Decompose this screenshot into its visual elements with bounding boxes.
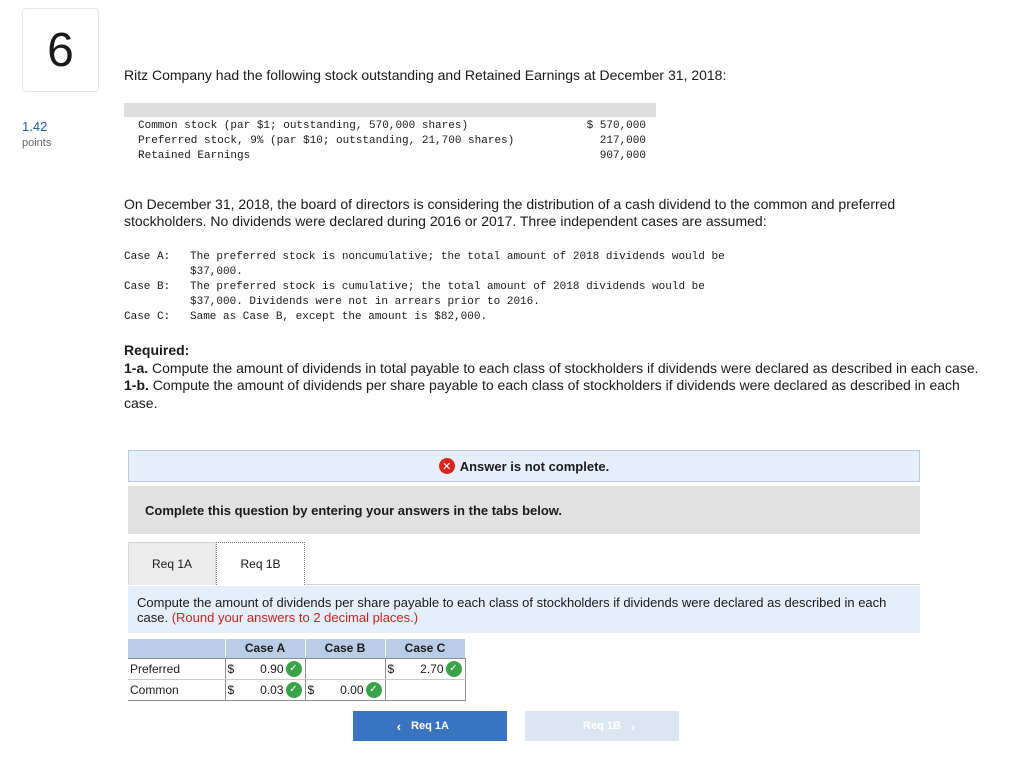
common-case-c-input[interactable] xyxy=(385,679,465,700)
preferred-case-b-input[interactable] xyxy=(305,658,385,679)
case-text: The preferred stock is noncumulative; the total amount of 2018 dividends would be $37,000. xyxy=(190,251,725,278)
case-label: Case C: xyxy=(124,311,171,323)
table-row-preferred xyxy=(128,658,465,679)
points-label: points xyxy=(22,137,52,149)
answer-table xyxy=(128,639,466,701)
stock-row-common xyxy=(124,119,656,134)
stock-row-retained xyxy=(124,149,656,164)
check-circle-icon: ✓ xyxy=(286,661,302,677)
x-circle-icon: ✕ xyxy=(439,458,455,474)
common-case-b-input[interactable] xyxy=(305,679,385,700)
required-tag: 1-b. xyxy=(124,377,149,393)
case-label: Case B: xyxy=(124,281,171,293)
check-circle-icon: ✓ xyxy=(366,682,382,698)
stock-row-preferred xyxy=(124,134,656,149)
required-heading: Required: xyxy=(124,342,190,358)
case-text: The preferred stock is cumulative; the total amount of 2018 dividends would be $37,000. Dividends were not in arrears prior to 2016. xyxy=(190,281,705,308)
cell-value: 0.90 xyxy=(260,661,284,676)
table-row-common xyxy=(128,679,465,700)
tab-bar xyxy=(128,542,305,585)
dollar-sign: $ xyxy=(227,661,235,676)
answer-status-banner xyxy=(128,450,920,482)
answer-table-header xyxy=(128,639,465,658)
prev-tab-label: Req 1A xyxy=(411,720,449,732)
stock-row-label: Common stock (par $1; outstanding, 570,000 shares) xyxy=(138,120,469,132)
preferred-case-a-input[interactable] xyxy=(225,658,305,679)
stock-row-value: $ 570,000 xyxy=(586,120,646,132)
case-text: Same as Case B, except the amount is $82,000. xyxy=(190,311,488,323)
tab-divider xyxy=(306,584,920,585)
required-item-1b xyxy=(124,377,994,412)
scenario-paragraph: On December 31, 2018, the board of directors is considering the distribution of a cash dividend to the common and preferred stockholders. No dividends were declared during 2016 or 2017. Three independent cases are assumed: xyxy=(124,196,896,229)
next-tab-button[interactable] xyxy=(525,711,679,741)
stock-row-value: 217,000 xyxy=(599,135,646,147)
header-case-a: Case A xyxy=(225,639,305,658)
cell-value: 2.70 xyxy=(420,661,444,676)
tab-req-1b[interactable]: Req 1B xyxy=(216,542,305,585)
instruction-text: Complete this question by entering your answers in the tabs below. xyxy=(145,502,563,518)
cell-value: 0.00 xyxy=(340,682,364,697)
check-circle-icon: ✓ xyxy=(446,661,462,677)
chevron-left-icon: ‹ xyxy=(396,718,402,734)
compute-instructions xyxy=(128,586,920,633)
required-text: Compute the amount of dividends per share payable to each class of stockholders if dividends were declared as described in each case. xyxy=(124,377,960,411)
next-tab-label: Req 1B xyxy=(583,720,621,732)
row-label: Common xyxy=(128,679,225,700)
header-blank xyxy=(128,639,225,658)
stock-table xyxy=(124,103,656,164)
stock-table-header xyxy=(124,103,656,117)
instruction-box xyxy=(128,486,920,534)
case-label: Case A: xyxy=(124,251,171,263)
tab-req-1a[interactable]: Req 1A xyxy=(128,542,216,585)
prev-tab-button[interactable] xyxy=(353,711,507,741)
common-case-a-input[interactable] xyxy=(225,679,305,700)
dollar-sign: $ xyxy=(227,682,235,697)
question-number: 6 xyxy=(22,8,99,92)
header-case-b: Case B xyxy=(305,639,385,658)
required-tag: 1-a. xyxy=(124,359,149,376)
dollar-sign: $ xyxy=(307,682,315,697)
dollar-sign: $ xyxy=(387,661,395,676)
compute-text: Compute the amount of dividends per share payable to each class of stockholders if dividends were declared as described in each case. xyxy=(137,595,887,625)
case-a xyxy=(124,250,750,280)
cases-list xyxy=(124,250,750,325)
stock-row-value: 907,000 xyxy=(599,150,646,162)
points-value: 1.42 xyxy=(22,119,48,134)
stock-row-label: Retained Earnings xyxy=(138,150,251,162)
required-section xyxy=(124,342,994,412)
cell-value: 0.03 xyxy=(260,682,284,697)
required-text: Compute the amount of dividends in total payable to each class of stockholders if dividends were declared as described in each case. xyxy=(152,359,979,376)
preferred-case-c-input[interactable] xyxy=(385,658,465,679)
case-c xyxy=(124,310,750,325)
stock-row-label: Preferred stock, 9% (par $10; outstanding, 21,700 shares) xyxy=(138,135,515,147)
answer-status-text: Answer is not complete. xyxy=(459,458,610,474)
compute-note: (Round your answers to 2 decimal places.) xyxy=(171,610,419,625)
header-case-c: Case C xyxy=(385,639,465,658)
case-b xyxy=(124,280,750,310)
required-item-1a xyxy=(124,360,994,378)
chevron-right-icon: › xyxy=(630,718,636,734)
check-circle-icon: ✓ xyxy=(286,682,302,698)
intro-text: Ritz Company had the following stock outstanding and Retained Earnings at December 31, 2018: xyxy=(124,67,727,83)
row-label: Preferred xyxy=(128,658,225,679)
